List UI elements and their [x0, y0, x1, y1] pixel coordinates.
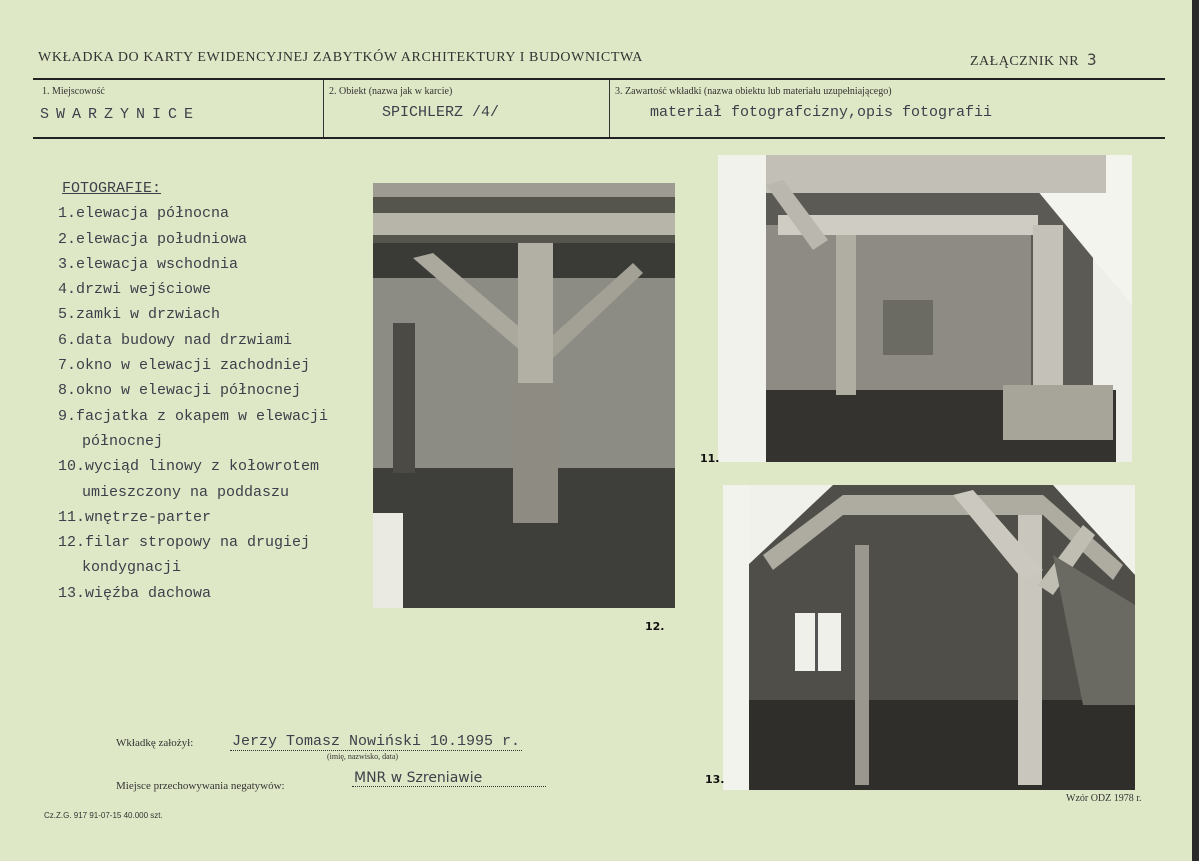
photo-list-item-text: elewacja wschodnia [76, 255, 239, 273]
founder-label: Wkładkę założył: [116, 737, 194, 749]
print-info: Cz.Z.G. 917 91-07-15 40.000 szt. [44, 811, 163, 820]
photo-list-heading: FOTOGRAFIE: [62, 180, 162, 197]
photo-list-item-continuation: północnej [82, 432, 164, 450]
photo-list-item [58, 404, 328, 429]
photo-list-item-number: 12. [58, 534, 86, 552]
storage-value: MNR w Szreniawie [352, 770, 546, 787]
photo-13-number: 13. [705, 773, 725, 786]
photo-11-ground-floor [718, 155, 1132, 462]
attachment-number [970, 50, 1097, 70]
photo-list-item-number: 8. [58, 382, 77, 400]
photo-list-item [58, 252, 328, 277]
photo-list-item-number: 3. [58, 255, 77, 273]
photo-12-number: 12. [645, 620, 665, 633]
photo-list-item-text: facjatka z okapem w elewacji [76, 407, 329, 425]
photo-list-item-number: 2. [58, 230, 77, 248]
attachment-label: ZAŁĄCZNIK NR [970, 54, 1080, 69]
photo-list-item-text: drzwi wejściowe [76, 281, 212, 299]
photo-list-item-number: 6. [58, 331, 77, 349]
scan-edge [1192, 0, 1199, 861]
founder-value: Jerzy Tomasz Nowiński 10.1995 r. [232, 733, 521, 750]
field-1-label: 1. Miejscowość [42, 86, 105, 97]
fields-bottom-rule [33, 137, 1165, 139]
photo-12-pillar [373, 183, 675, 608]
photo-list-item-continuation: kondygnacji [82, 559, 182, 577]
field-2-label: 2. Obiekt (nazwa jak w karcie) [329, 86, 453, 97]
photo-list-item-text: filar stropowy na drugiej [85, 534, 311, 552]
photo-list-item-number: 13. [58, 584, 86, 602]
photo-list-item-number: 7. [58, 357, 77, 375]
storage-label: Miejsce przechowywania negatywów: [116, 780, 285, 792]
photo-list-item [58, 378, 328, 403]
photo-list-item [58, 302, 328, 327]
photo-list-item [58, 227, 328, 252]
attachment-number-value: 3 [1087, 50, 1098, 69]
photo-list-item [58, 505, 328, 530]
field-divider-2 [609, 80, 610, 137]
photo-list-item [58, 201, 328, 226]
photo-list-item-continuation: umieszczony na poddaszu [82, 483, 290, 501]
photo-list-item-number: 10. [58, 458, 86, 476]
photo-list-item-text: okno w elewacji zachodniej [76, 357, 311, 375]
photo-list-item [58, 353, 328, 378]
photo-list-item-text: wnętrze-parter [85, 508, 212, 526]
field-3-label: 3. Zawartość wkładki (nazwa obiektu lub materiału uzupełniającego) [615, 86, 892, 97]
field-divider-1 [323, 80, 324, 137]
photo-list-item-number: 1. [58, 205, 77, 223]
top-rule [33, 78, 1165, 80]
photo-11-number: 11. [700, 452, 720, 465]
photo-list-item [58, 454, 328, 479]
photo-list-item-number: 11. [58, 508, 86, 526]
photo-list-item [58, 277, 328, 302]
photo-list [58, 176, 328, 606]
field-1-value: SWARZYNICE [40, 106, 201, 123]
photo-list-item-number: 5. [58, 306, 77, 324]
photo-list-item-text: wyciąd linowy z kołowrotem [85, 458, 320, 476]
photo-list-item-number: 4. [58, 281, 77, 299]
photo-13-roof-truss [723, 485, 1135, 790]
photo-list-item-text: elewacja południowa [76, 230, 248, 248]
photo-list-item-number: 9. [58, 407, 77, 425]
photo-list-item-text: zamki w drzwiach [76, 306, 221, 324]
field-2-value: SPICHLERZ /4/ [382, 104, 500, 121]
photo-list-item-text: okno w elewacji północnej [76, 382, 302, 400]
template-info: Wzór ODZ 1978 r. [1066, 793, 1142, 804]
photo-list-item [58, 530, 328, 555]
photo-list-item-text: więźba dachowa [85, 584, 212, 602]
photo-list-item-text: data budowy nad drzwiami [76, 331, 293, 349]
photo-list-item-text: elewacja północna [76, 205, 230, 223]
photo-list-item [58, 581, 328, 606]
form-title: WKŁADKA DO KARTY EWIDENCYJNEJ ZABYTKÓW ARCHITEKTURY I BUDOWNICTWA [38, 50, 643, 65]
field-3-value: materiał fotografcizny,opis fotografii [650, 104, 993, 121]
founder-sublabel: (imię, nazwisko, data) [327, 752, 399, 761]
photo-list-item [58, 328, 328, 353]
